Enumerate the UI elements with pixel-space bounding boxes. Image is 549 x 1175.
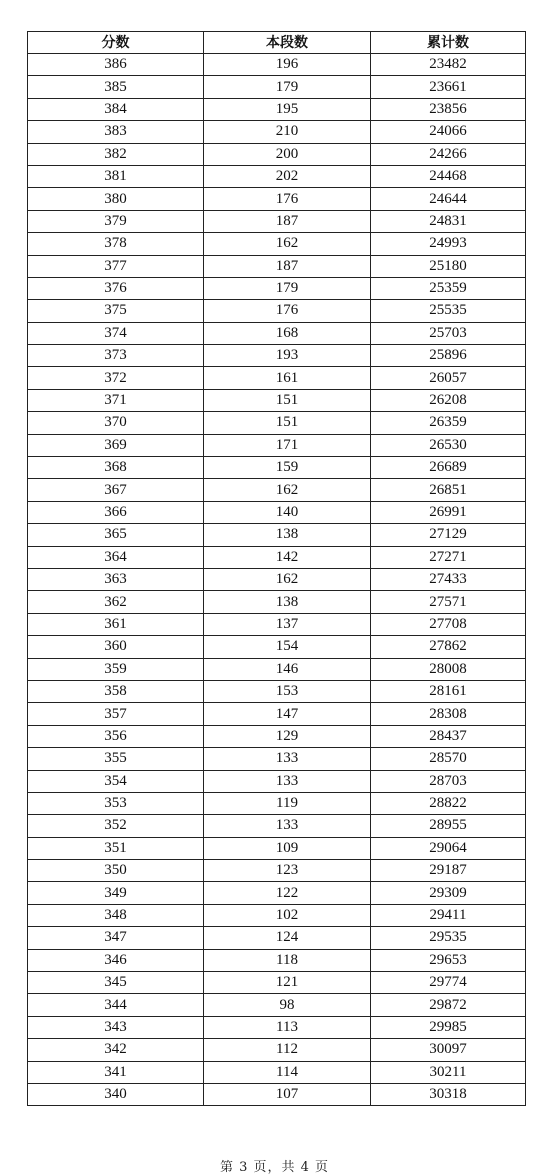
cell-segment-count: 162 <box>204 479 371 501</box>
cell-segment-count: 154 <box>204 636 371 658</box>
cell-segment-count: 187 <box>204 255 371 277</box>
cell-cumulative-count: 25180 <box>371 255 526 277</box>
cell-segment-count: 146 <box>204 658 371 680</box>
cell-score: 371 <box>28 389 204 411</box>
table-row <box>28 725 526 747</box>
cell-cumulative-count: 25896 <box>371 345 526 367</box>
table-row <box>28 322 526 344</box>
cell-segment-count: 159 <box>204 457 371 479</box>
cell-score: 382 <box>28 143 204 165</box>
cell-score: 354 <box>28 770 204 792</box>
cell-cumulative-count: 28955 <box>371 815 526 837</box>
table-row <box>28 524 526 546</box>
cell-score: 353 <box>28 792 204 814</box>
page-number-footer: 第 3 页，共 4 页 <box>219 1160 330 1175</box>
table-row <box>28 748 526 770</box>
table-row <box>28 389 526 411</box>
cell-segment-count: 161 <box>204 367 371 389</box>
cell-segment-count: 142 <box>204 546 371 568</box>
cell-segment-count: 210 <box>204 121 371 143</box>
cell-cumulative-count: 29774 <box>371 972 526 994</box>
cell-cumulative-count: 26530 <box>371 434 526 456</box>
cell-segment-count: 121 <box>204 972 371 994</box>
cell-segment-count: 196 <box>204 54 371 76</box>
cell-cumulative-count: 26057 <box>371 367 526 389</box>
cell-cumulative-count: 30318 <box>371 1083 526 1105</box>
cell-cumulative-count: 29535 <box>371 927 526 949</box>
cell-score: 368 <box>28 457 204 479</box>
cell-cumulative-count: 26851 <box>371 479 526 501</box>
cell-segment-count: 171 <box>204 434 371 456</box>
cell-score: 347 <box>28 927 204 949</box>
cell-score: 378 <box>28 233 204 255</box>
table-row <box>28 949 526 971</box>
cell-cumulative-count: 27862 <box>371 636 526 658</box>
table-row <box>28 457 526 479</box>
cell-segment-count: 151 <box>204 389 371 411</box>
cell-segment-count: 162 <box>204 568 371 590</box>
table-row <box>28 98 526 120</box>
table-row <box>28 479 526 501</box>
cell-segment-count: 119 <box>204 792 371 814</box>
table-row <box>28 143 526 165</box>
cell-cumulative-count: 24644 <box>371 188 526 210</box>
cell-cumulative-count: 23856 <box>371 98 526 120</box>
cell-cumulative-count: 28822 <box>371 792 526 814</box>
cell-cumulative-count: 24266 <box>371 143 526 165</box>
cell-cumulative-count: 24468 <box>371 165 526 187</box>
table-row <box>28 210 526 232</box>
table-row <box>28 1061 526 1083</box>
table-row <box>28 1039 526 1061</box>
cell-score: 343 <box>28 1016 204 1038</box>
cell-segment-count: 202 <box>204 165 371 187</box>
table-row <box>28 412 526 434</box>
cell-score: 364 <box>28 546 204 568</box>
cell-cumulative-count: 29653 <box>371 949 526 971</box>
table-row <box>28 54 526 76</box>
cell-score: 358 <box>28 680 204 702</box>
cell-segment-count: 140 <box>204 501 371 523</box>
cell-cumulative-count: 27571 <box>371 591 526 613</box>
cell-cumulative-count: 29985 <box>371 1016 526 1038</box>
table-row <box>28 434 526 456</box>
cell-segment-count: 122 <box>204 882 371 904</box>
cell-segment-count: 124 <box>204 927 371 949</box>
cell-score: 372 <box>28 367 204 389</box>
cell-segment-count: 151 <box>204 412 371 434</box>
table-row <box>28 188 526 210</box>
cell-cumulative-count: 28008 <box>371 658 526 680</box>
header-cumulative-count: 累计数 <box>371 32 526 54</box>
cell-cumulative-count: 28437 <box>371 725 526 747</box>
table-row <box>28 837 526 859</box>
cell-segment-count: 179 <box>204 277 371 299</box>
cell-segment-count: 107 <box>204 1083 371 1105</box>
cell-score: 365 <box>28 524 204 546</box>
cell-score: 342 <box>28 1039 204 1061</box>
cell-score: 376 <box>28 277 204 299</box>
table-row <box>28 300 526 322</box>
cell-score: 351 <box>28 837 204 859</box>
cell-score: 367 <box>28 479 204 501</box>
cell-score: 386 <box>28 54 204 76</box>
cell-score: 384 <box>28 98 204 120</box>
cell-segment-count: 162 <box>204 233 371 255</box>
cell-segment-count: 133 <box>204 748 371 770</box>
cell-score: 352 <box>28 815 204 837</box>
cell-segment-count: 153 <box>204 680 371 702</box>
table-row <box>28 680 526 702</box>
cell-cumulative-count: 29187 <box>371 860 526 882</box>
cell-score: 360 <box>28 636 204 658</box>
table-row <box>28 904 526 926</box>
cell-segment-count: 133 <box>204 815 371 837</box>
cell-cumulative-count: 29872 <box>371 994 526 1016</box>
cell-score: 340 <box>28 1083 204 1105</box>
cell-segment-count: 138 <box>204 524 371 546</box>
cell-score: 359 <box>28 658 204 680</box>
table-row <box>28 591 526 613</box>
cell-score: 341 <box>28 1061 204 1083</box>
cell-score: 373 <box>28 345 204 367</box>
table-row <box>28 860 526 882</box>
cell-cumulative-count: 29411 <box>371 904 526 926</box>
score-distribution-table <box>27 31 526 1106</box>
table-row <box>28 568 526 590</box>
cell-score: 380 <box>28 188 204 210</box>
cell-score: 385 <box>28 76 204 98</box>
cell-cumulative-count: 28161 <box>371 680 526 702</box>
cell-cumulative-count: 29309 <box>371 882 526 904</box>
table-header <box>28 32 526 54</box>
header-score: 分数 <box>28 32 204 54</box>
table-row <box>28 501 526 523</box>
cell-cumulative-count: 26991 <box>371 501 526 523</box>
cell-segment-count: 147 <box>204 703 371 725</box>
cell-cumulative-count: 24831 <box>371 210 526 232</box>
cell-segment-count: 102 <box>204 904 371 926</box>
cell-segment-count: 138 <box>204 591 371 613</box>
cell-score: 375 <box>28 300 204 322</box>
cell-cumulative-count: 25535 <box>371 300 526 322</box>
cell-score: 362 <box>28 591 204 613</box>
cell-segment-count: 123 <box>204 860 371 882</box>
cell-score: 363 <box>28 568 204 590</box>
table-row <box>28 636 526 658</box>
cell-segment-count: 137 <box>204 613 371 635</box>
cell-cumulative-count: 29064 <box>371 837 526 859</box>
cell-segment-count: 112 <box>204 1039 371 1061</box>
cell-segment-count: 113 <box>204 1016 371 1038</box>
cell-segment-count: 176 <box>204 300 371 322</box>
cell-score: 361 <box>28 613 204 635</box>
table-row <box>28 277 526 299</box>
cell-cumulative-count: 23482 <box>371 54 526 76</box>
table-row <box>28 994 526 1016</box>
table-row <box>28 815 526 837</box>
cell-segment-count: 179 <box>204 76 371 98</box>
cell-segment-count: 109 <box>204 837 371 859</box>
cell-segment-count: 200 <box>204 143 371 165</box>
cell-cumulative-count: 25703 <box>371 322 526 344</box>
cell-score: 355 <box>28 748 204 770</box>
cell-score: 383 <box>28 121 204 143</box>
cell-cumulative-count: 27129 <box>371 524 526 546</box>
cell-segment-count: 98 <box>204 994 371 1016</box>
cell-score: 348 <box>28 904 204 926</box>
cell-cumulative-count: 27271 <box>371 546 526 568</box>
table-row <box>28 121 526 143</box>
cell-segment-count: 168 <box>204 322 371 344</box>
cell-segment-count: 176 <box>204 188 371 210</box>
table-row <box>28 658 526 680</box>
cell-score: 350 <box>28 860 204 882</box>
cell-cumulative-count: 25359 <box>371 277 526 299</box>
cell-cumulative-count: 28703 <box>371 770 526 792</box>
table-row <box>28 703 526 725</box>
header-row <box>28 32 526 54</box>
table-body <box>28 54 526 1106</box>
cell-cumulative-count: 30097 <box>371 1039 526 1061</box>
cell-segment-count: 195 <box>204 98 371 120</box>
table-row <box>28 165 526 187</box>
cell-score: 357 <box>28 703 204 725</box>
cell-segment-count: 193 <box>204 345 371 367</box>
cell-score: 349 <box>28 882 204 904</box>
cell-score: 344 <box>28 994 204 1016</box>
cell-score: 377 <box>28 255 204 277</box>
cell-cumulative-count: 26208 <box>371 389 526 411</box>
cell-segment-count: 187 <box>204 210 371 232</box>
table-row <box>28 233 526 255</box>
table-row <box>28 792 526 814</box>
cell-cumulative-count: 24066 <box>371 121 526 143</box>
cell-cumulative-count: 23661 <box>371 76 526 98</box>
table-row <box>28 345 526 367</box>
cell-cumulative-count: 24993 <box>371 233 526 255</box>
cell-score: 381 <box>28 165 204 187</box>
table-row <box>28 367 526 389</box>
cell-score: 374 <box>28 322 204 344</box>
table-row <box>28 927 526 949</box>
table-row <box>28 613 526 635</box>
cell-cumulative-count: 27708 <box>371 613 526 635</box>
cell-segment-count: 133 <box>204 770 371 792</box>
cell-cumulative-count: 27433 <box>371 568 526 590</box>
cell-segment-count: 118 <box>204 949 371 971</box>
cell-cumulative-count: 28308 <box>371 703 526 725</box>
cell-cumulative-count: 28570 <box>371 748 526 770</box>
cell-cumulative-count: 30211 <box>371 1061 526 1083</box>
cell-score: 345 <box>28 972 204 994</box>
table-row <box>28 255 526 277</box>
cell-cumulative-count: 26359 <box>371 412 526 434</box>
table-row <box>28 1083 526 1105</box>
cell-cumulative-count: 26689 <box>371 457 526 479</box>
table-row <box>28 882 526 904</box>
cell-score: 379 <box>28 210 204 232</box>
table-row <box>28 1016 526 1038</box>
table-row <box>28 546 526 568</box>
header-segment-count: 本段数 <box>204 32 371 54</box>
cell-score: 370 <box>28 412 204 434</box>
table-row <box>28 770 526 792</box>
cell-score: 366 <box>28 501 204 523</box>
cell-score: 356 <box>28 725 204 747</box>
cell-score: 369 <box>28 434 204 456</box>
cell-segment-count: 114 <box>204 1061 371 1083</box>
cell-score: 346 <box>28 949 204 971</box>
table-row <box>28 972 526 994</box>
cell-segment-count: 129 <box>204 725 371 747</box>
table-row <box>28 76 526 98</box>
